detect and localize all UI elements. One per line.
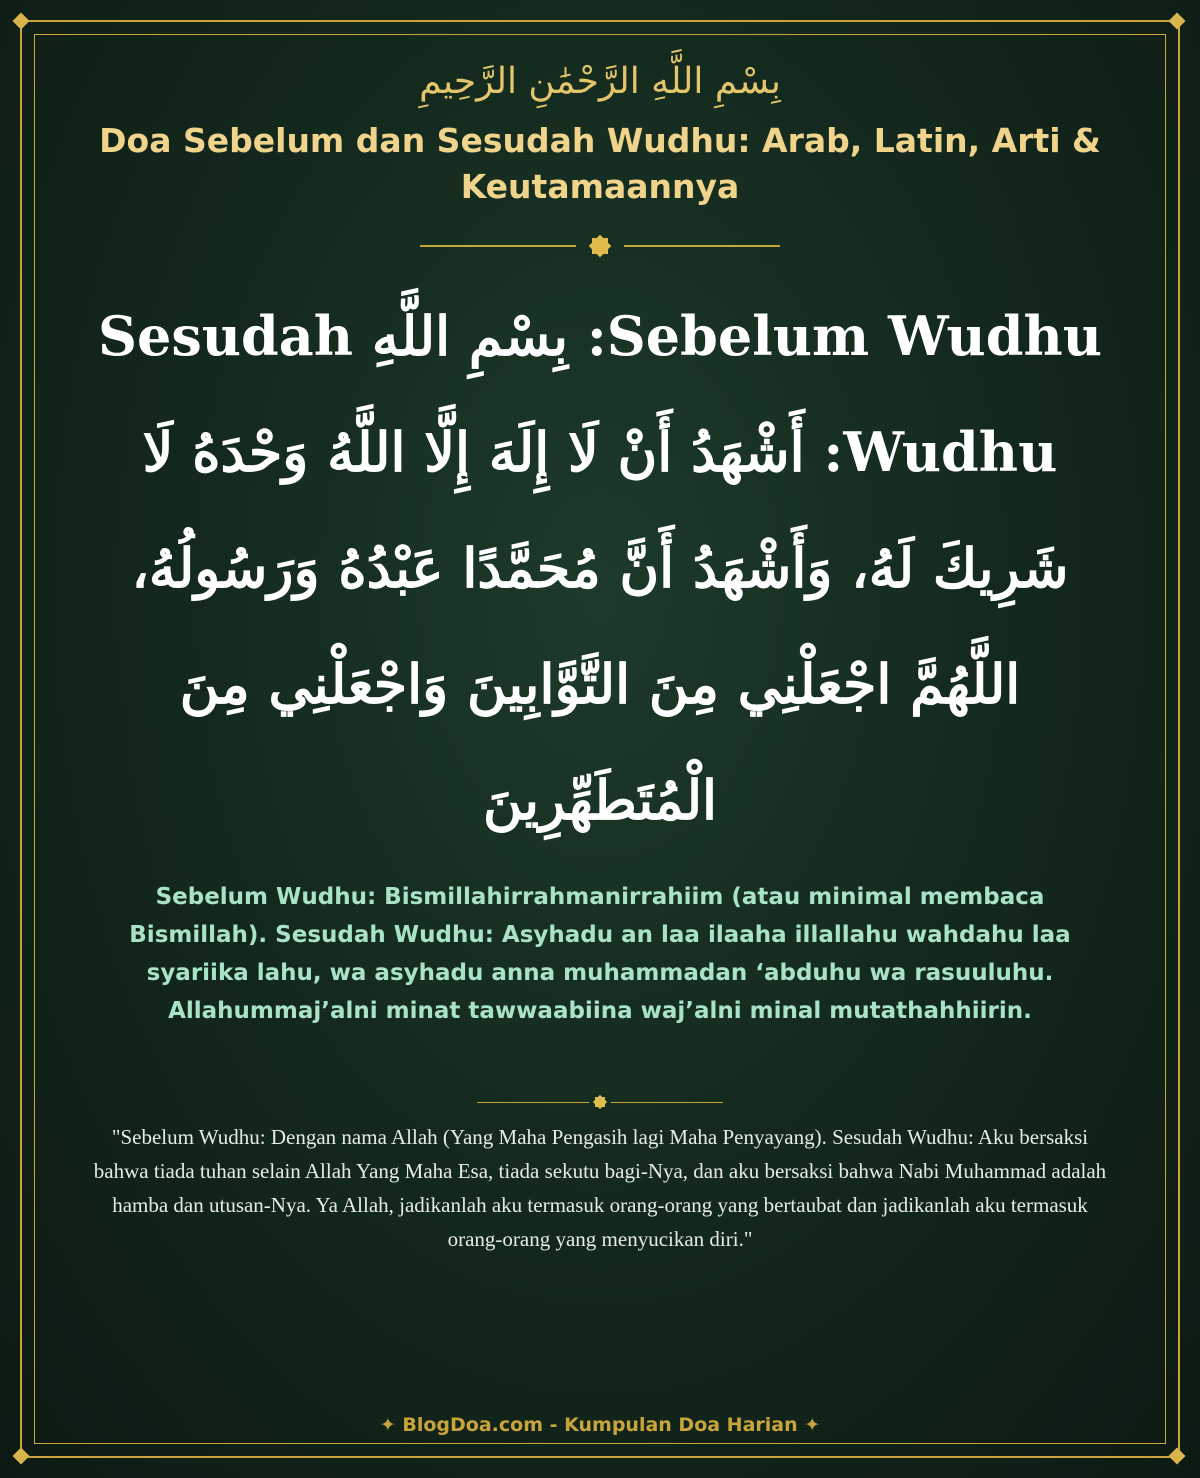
doa-translation: "Sebelum Wudhu: Dengan nama Allah (Yang Maha Pengasih lagi Maha Penyayang). Sesudah Wudhu: Aku bersaksi bahwa tiada tuhan selain Allah Yang Maha Esa, tiada sekutu bagi-Nya, dan aku bersaksi bahwa Nabi Muhammad adalah hamba dan utusan-Nya. Ya Allah, jadikanlah aku termasuk orang-orang yang bertaubat dan jadikanlah aku termasuk orang-orang yang menyucikan diri." <box>93 1125 1107 1251</box>
bismillah-heading: بِسْمِ اللَّهِ الرَّحْمَٰنِ الرَّحِيمِ <box>419 61 781 102</box>
divider-line <box>477 1102 589 1103</box>
footer-credit: ✦ BlogDoa.com - Kumpulan Doa Harian ✦ <box>379 1414 821 1436</box>
latin-transliteration: Sebelum Wudhu: Bismillahirrahmanirrahiim (atau minimal membaca Bismillah). Sesudah Wudhu: Asyhadu an laa ilaaha illallahu wahdahu laa syariika lahu, wa asyhadu anna muhammadan ‘abduhu wa rasuuluhu. Allahummaj’alni minat tawwaabiina waj’alni minal mutathahhiirin. <box>129 884 1071 1024</box>
divider-line <box>624 245 780 247</box>
star-ornament-icon <box>592 238 608 254</box>
divider-line <box>611 1102 723 1103</box>
arabic-doa-text: Sebelum Wudhu: بِسْمِ اللَّهِ Sesudah Wudhu: أَشْهَدُ أَنْ لَا إِلَهَ إِلَّا اللَّهُ وَحْدَهُ لَا شَرِيكَ لَهُ، وَأَشْهَدُ أَنَّ مُحَمَّدًا عَبْدُهُ وَرَسُولُهُ، اللَّهُمَّ اجْعَلْنِي مِنَ التَّوَّابِينَ وَاجْعَلْنِي مِنَ الْمُتَطَهِّرِينَ <box>98 304 1102 832</box>
page-title: Doa Sebelum dan Sesudah Wudhu: Arab, Latin, Arti & Keutamaannya <box>99 121 1101 206</box>
small-ornament-divider <box>0 1090 1200 1114</box>
ornament-divider <box>0 234 1200 258</box>
divider-line <box>420 245 576 247</box>
star-ornament-icon <box>595 1097 605 1107</box>
